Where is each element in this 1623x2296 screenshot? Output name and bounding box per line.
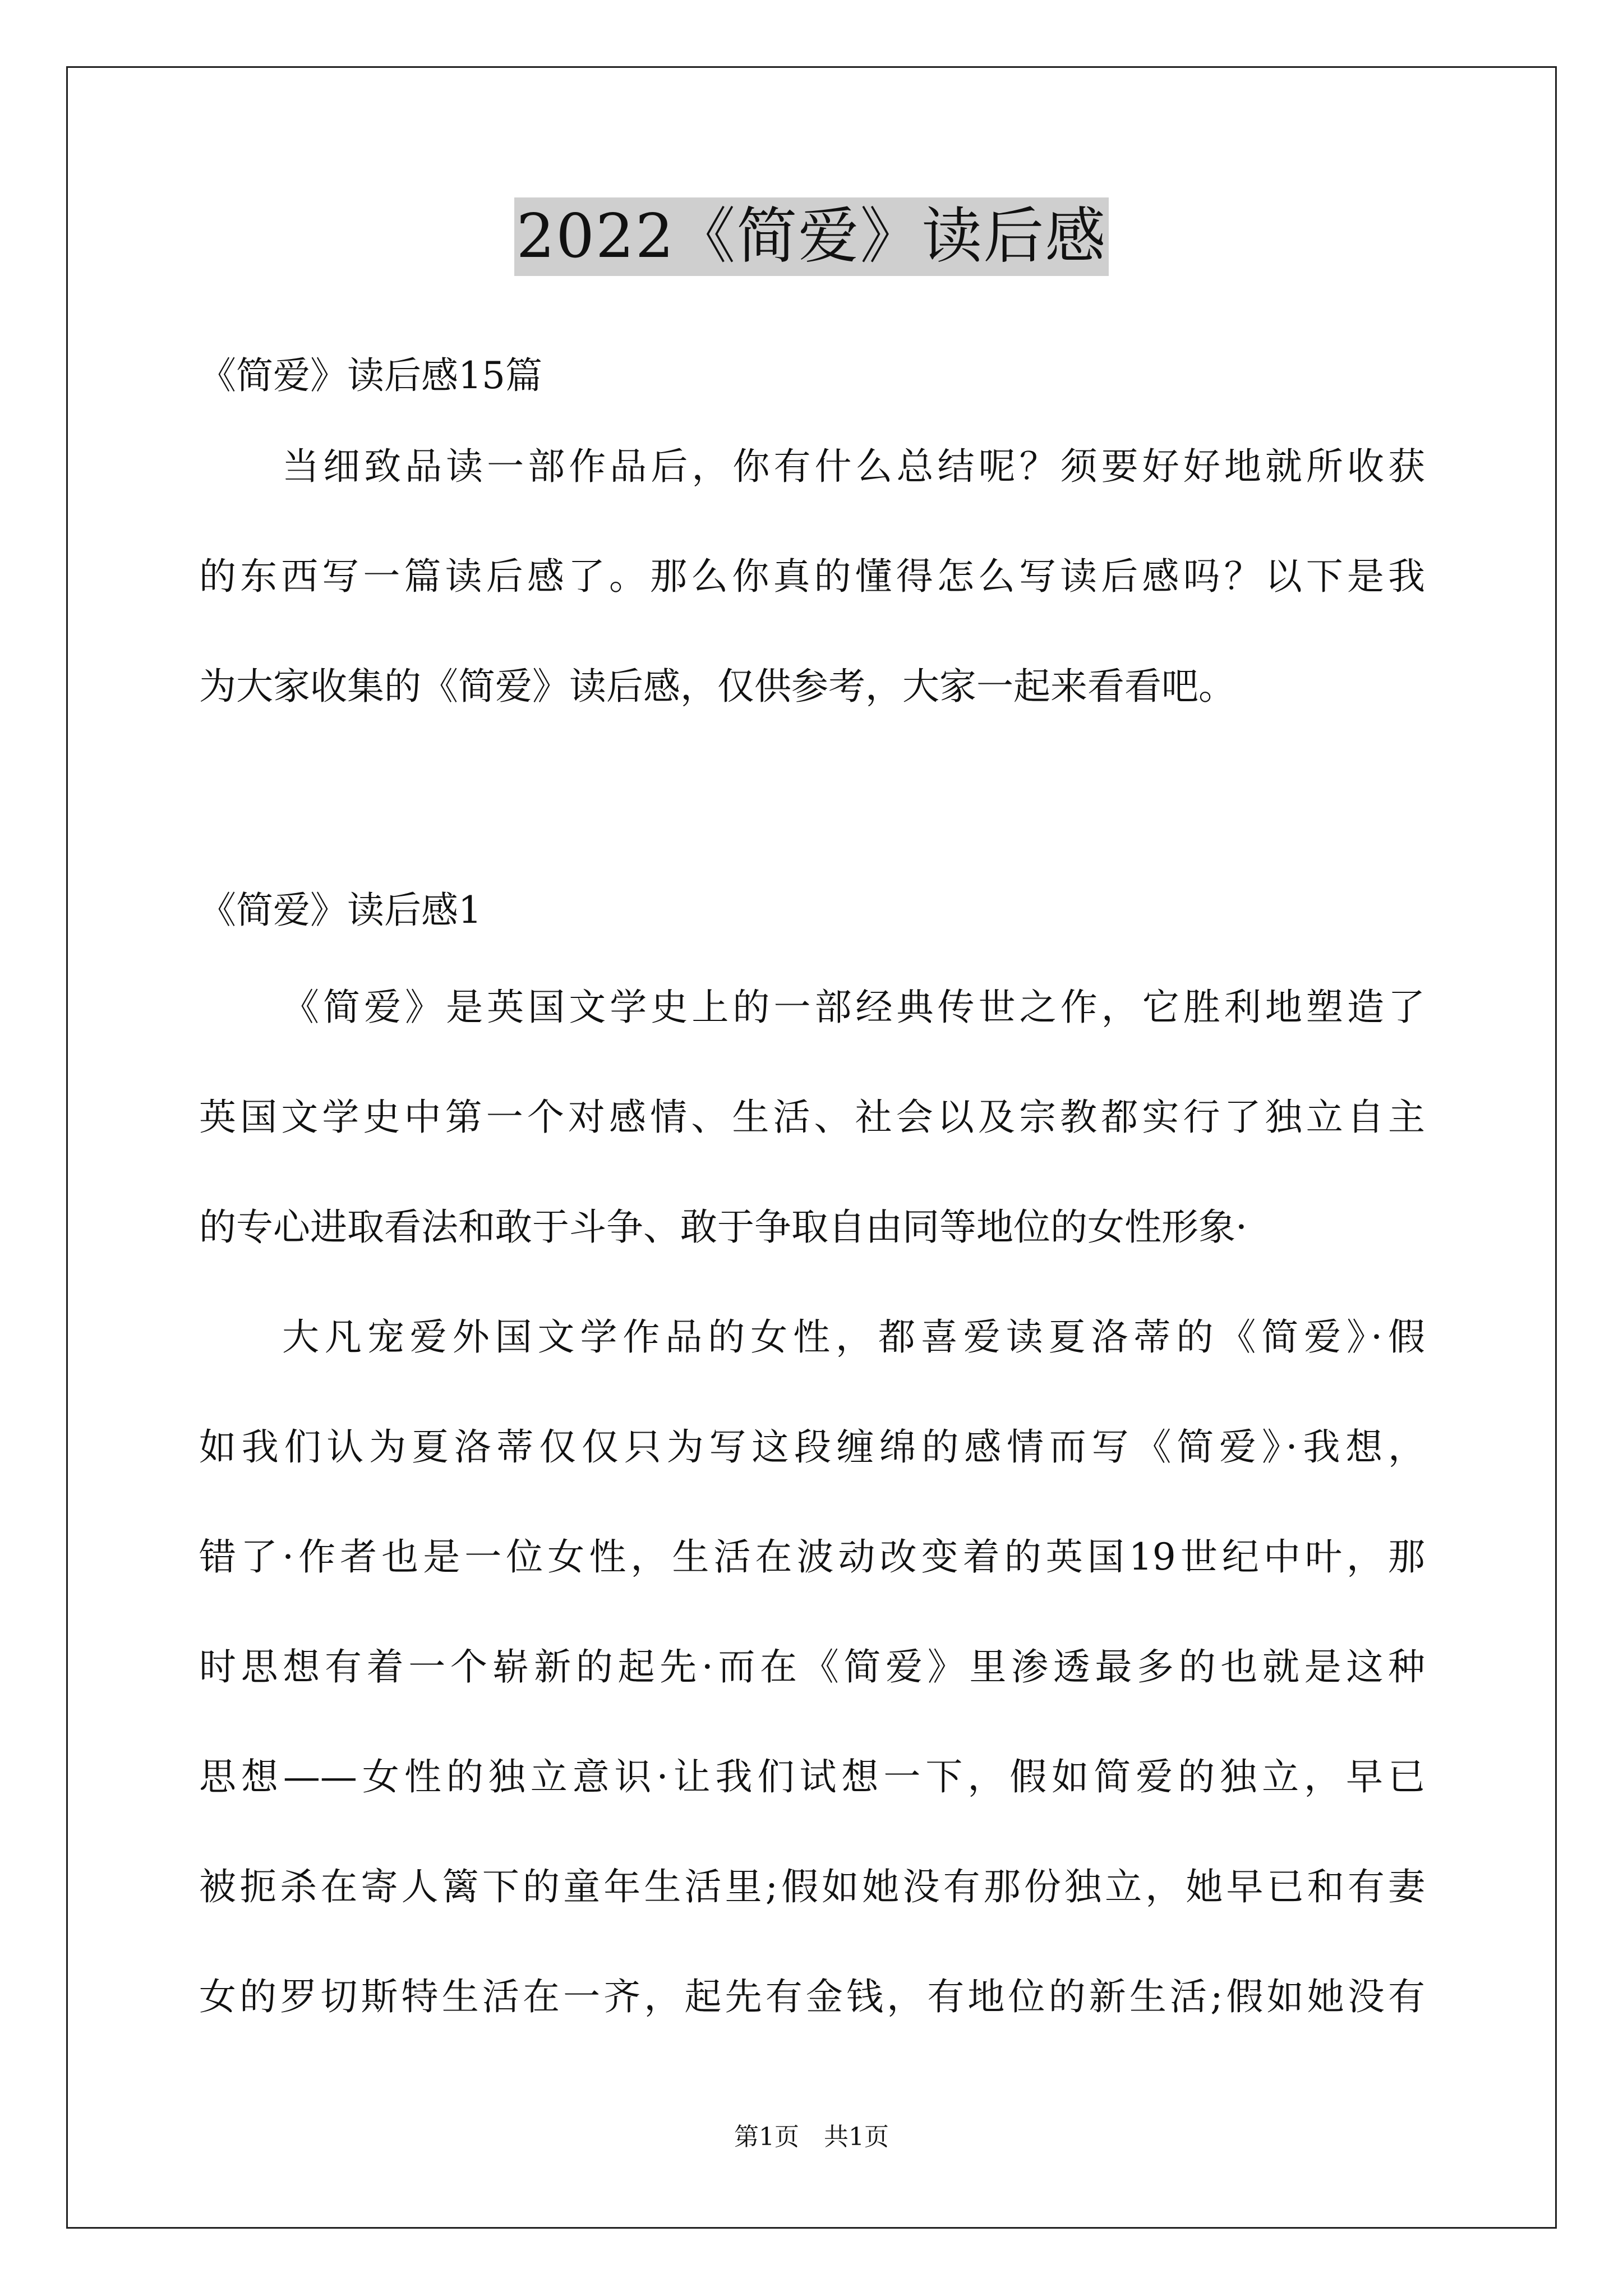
- intro-paragraph: [199, 412, 1425, 742]
- intro-line: 为大家收集的《简爱》读后感，仅供参考，大家一起来看看吧。: [199, 665, 1235, 708]
- document-title: 2022《简爱》读后感: [514, 197, 1109, 276]
- intro-line: 当细致品读一部作品后，你有什么总结呢？须要好好地就所收获: [282, 445, 1425, 488]
- page-number-footer: 第1页 共1页: [734, 2123, 889, 2151]
- body-paragraph-2: [199, 1282, 1425, 2052]
- paragraph-line: 的专心进取看法和敢于斗争、敢于争取自由同等地位的女性形象·: [199, 1205, 1247, 1249]
- paragraph-line: 女的罗切斯特生活在一齐，起先有金钱，有地位的新生活;假如她没有: [199, 1975, 1425, 2018]
- body-paragraph-1: [199, 953, 1425, 1282]
- paragraph-line: 大凡宠爱外国文学作品的女性，都喜爱读夏洛蒂的《简爱》·假: [282, 1315, 1425, 1359]
- paragraph-line: 时思想有着一个崭新的起先·而在《简爱》里渗透最多的也就是这种: [199, 1645, 1425, 1688]
- paragraph-line: 如我们认为夏洛蒂仅仅只为写这段缠绵的感情而写《简爱》·我想，: [199, 1425, 1425, 1469]
- intro-line: 的东西写一篇读后感了。那么你真的懂得怎么写读后感吗？以下是我: [199, 555, 1425, 598]
- paragraph-line: 思想——女性的独立意识·让我们试想一下，假如简爱的独立，早已: [199, 1755, 1425, 1798]
- paragraph-line: 被扼杀在寄人篱下的童年生活里;假如她没有那份独立，她早已和有妻: [199, 1865, 1425, 1908]
- paragraph-line: 《简爱》是英国文学史上的一部经典传世之作，它胜利地塑造了: [282, 986, 1425, 1029]
- section-heading: 《简爱》读后感1: [199, 889, 482, 932]
- paragraph-line: 英国文学史中第一个对感情、生活、社会以及宗教都实行了独立自主: [199, 1096, 1425, 1139]
- document-subtitle: 《简爱》读后感15篇: [199, 354, 542, 397]
- title-container: [0, 197, 1623, 276]
- paragraph-line: 错了·作者也是一位女性，生活在波动改变着的英国19世纪中叶，那: [199, 1535, 1425, 1579]
